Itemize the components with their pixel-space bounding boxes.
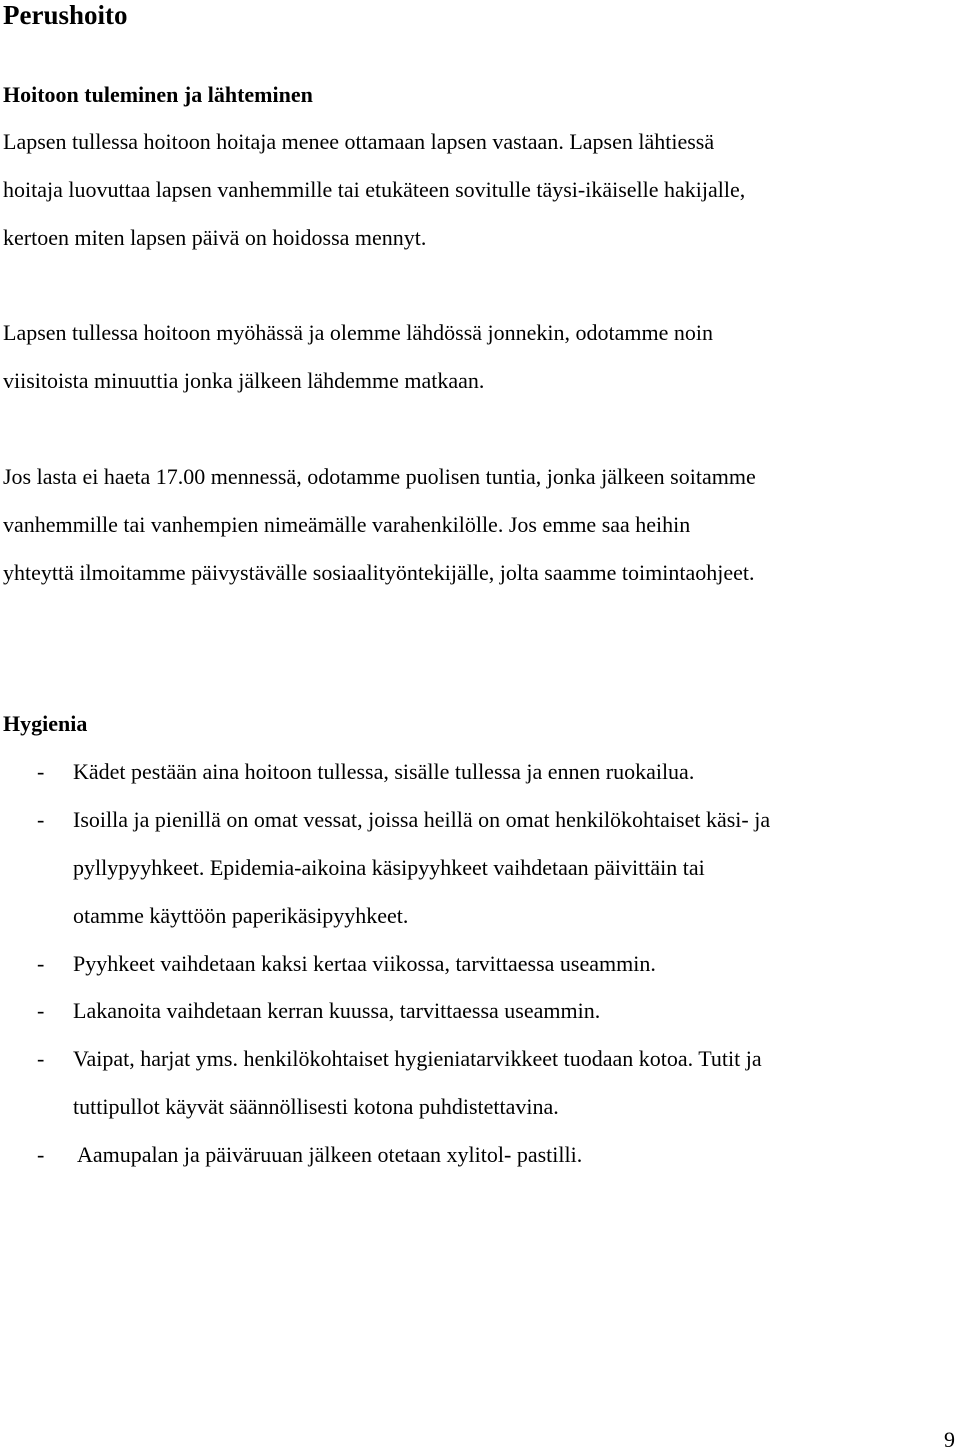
paragraph-line: Jos lasta ei haeta 17.00 mennessä, odotamme puolisen tuntia, jonka jälkeen soitamme xyxy=(3,464,756,489)
section-heading-hygiene: Hygienia xyxy=(3,711,88,736)
paragraph-line: Lapsen tullessa hoitoon hoitaja menee ottamaan lapsen vastaan. Lapsen lähtiessä xyxy=(3,129,715,154)
paragraph-line: Lapsen tullessa hoitoon myöhässä ja olemme lähdössä jonnekin, odotamme noin xyxy=(3,320,713,345)
paragraph-line: kertoen miten lapsen päivä on hoidossa mennyt. xyxy=(3,225,427,250)
paragraph-line: yhteyttä ilmoitamme päivystävälle sosiaalityöntekijälle, jolta saamme toimintaohjeet. xyxy=(3,560,755,585)
list-item-line: Isoilla ja pienillä on omat vessat, joissa heillä on omat henkilökohtaiset käsi- ja xyxy=(73,807,771,832)
list-item-line: otamme käyttöön paperikäsipyyhkeet. xyxy=(73,903,409,928)
paragraph-line: hoitaja luovuttaa lapsen vanhemmille tai etukäteen sovitulle täysi-ikäiselle hakijalle, xyxy=(3,177,746,202)
list-item-line: Lakanoita vaihdetaan kerran kuussa, tarvittaessa useammin. xyxy=(73,998,601,1023)
list-item-line: Aamupalan ja päiväruuan jälkeen otetaan xylitol- pastilli. xyxy=(77,1142,583,1167)
bullet-marker: - xyxy=(37,998,45,1023)
bullet-marker: - xyxy=(37,1142,45,1167)
page-number: 9 xyxy=(944,1427,955,1452)
paragraph-line: vanhemmille tai vanhempien nimeämälle varahenkilölle. Jos emme saa heihin xyxy=(3,512,691,537)
section-heading-arrival: Hoitoon tuleminen ja lähteminen xyxy=(3,82,313,107)
list-item-line: Vaipat, harjat yms. henkilökohtaiset hygieniatarvikkeet tuodaan kotoa. Tutit ja xyxy=(73,1046,762,1071)
bullet-marker: - xyxy=(37,807,45,832)
list-item-line: pyllypyyhkeet. Epidemia-aikoina käsipyyhkeet vaihdetaan päivittäin tai xyxy=(73,855,705,880)
paragraph-line: viisitoista minuuttia jonka jälkeen lähdemme matkaan. xyxy=(3,368,485,393)
list-item-line: Kädet pestään aina hoitoon tullessa, sisälle tullessa ja ennen ruokailua. xyxy=(73,759,695,784)
bullet-marker: - xyxy=(37,759,45,784)
bullet-marker: - xyxy=(37,951,45,976)
list-item-line: tuttipullot käyvät säännöllisesti kotona puhdistettavina. xyxy=(73,1094,559,1119)
bullet-marker: - xyxy=(37,1046,45,1071)
list-item-line: Pyyhkeet vaihdetaan kaksi kertaa viikossa, tarvittaessa useammin. xyxy=(73,951,656,976)
page-title: Perushoito xyxy=(3,0,128,30)
